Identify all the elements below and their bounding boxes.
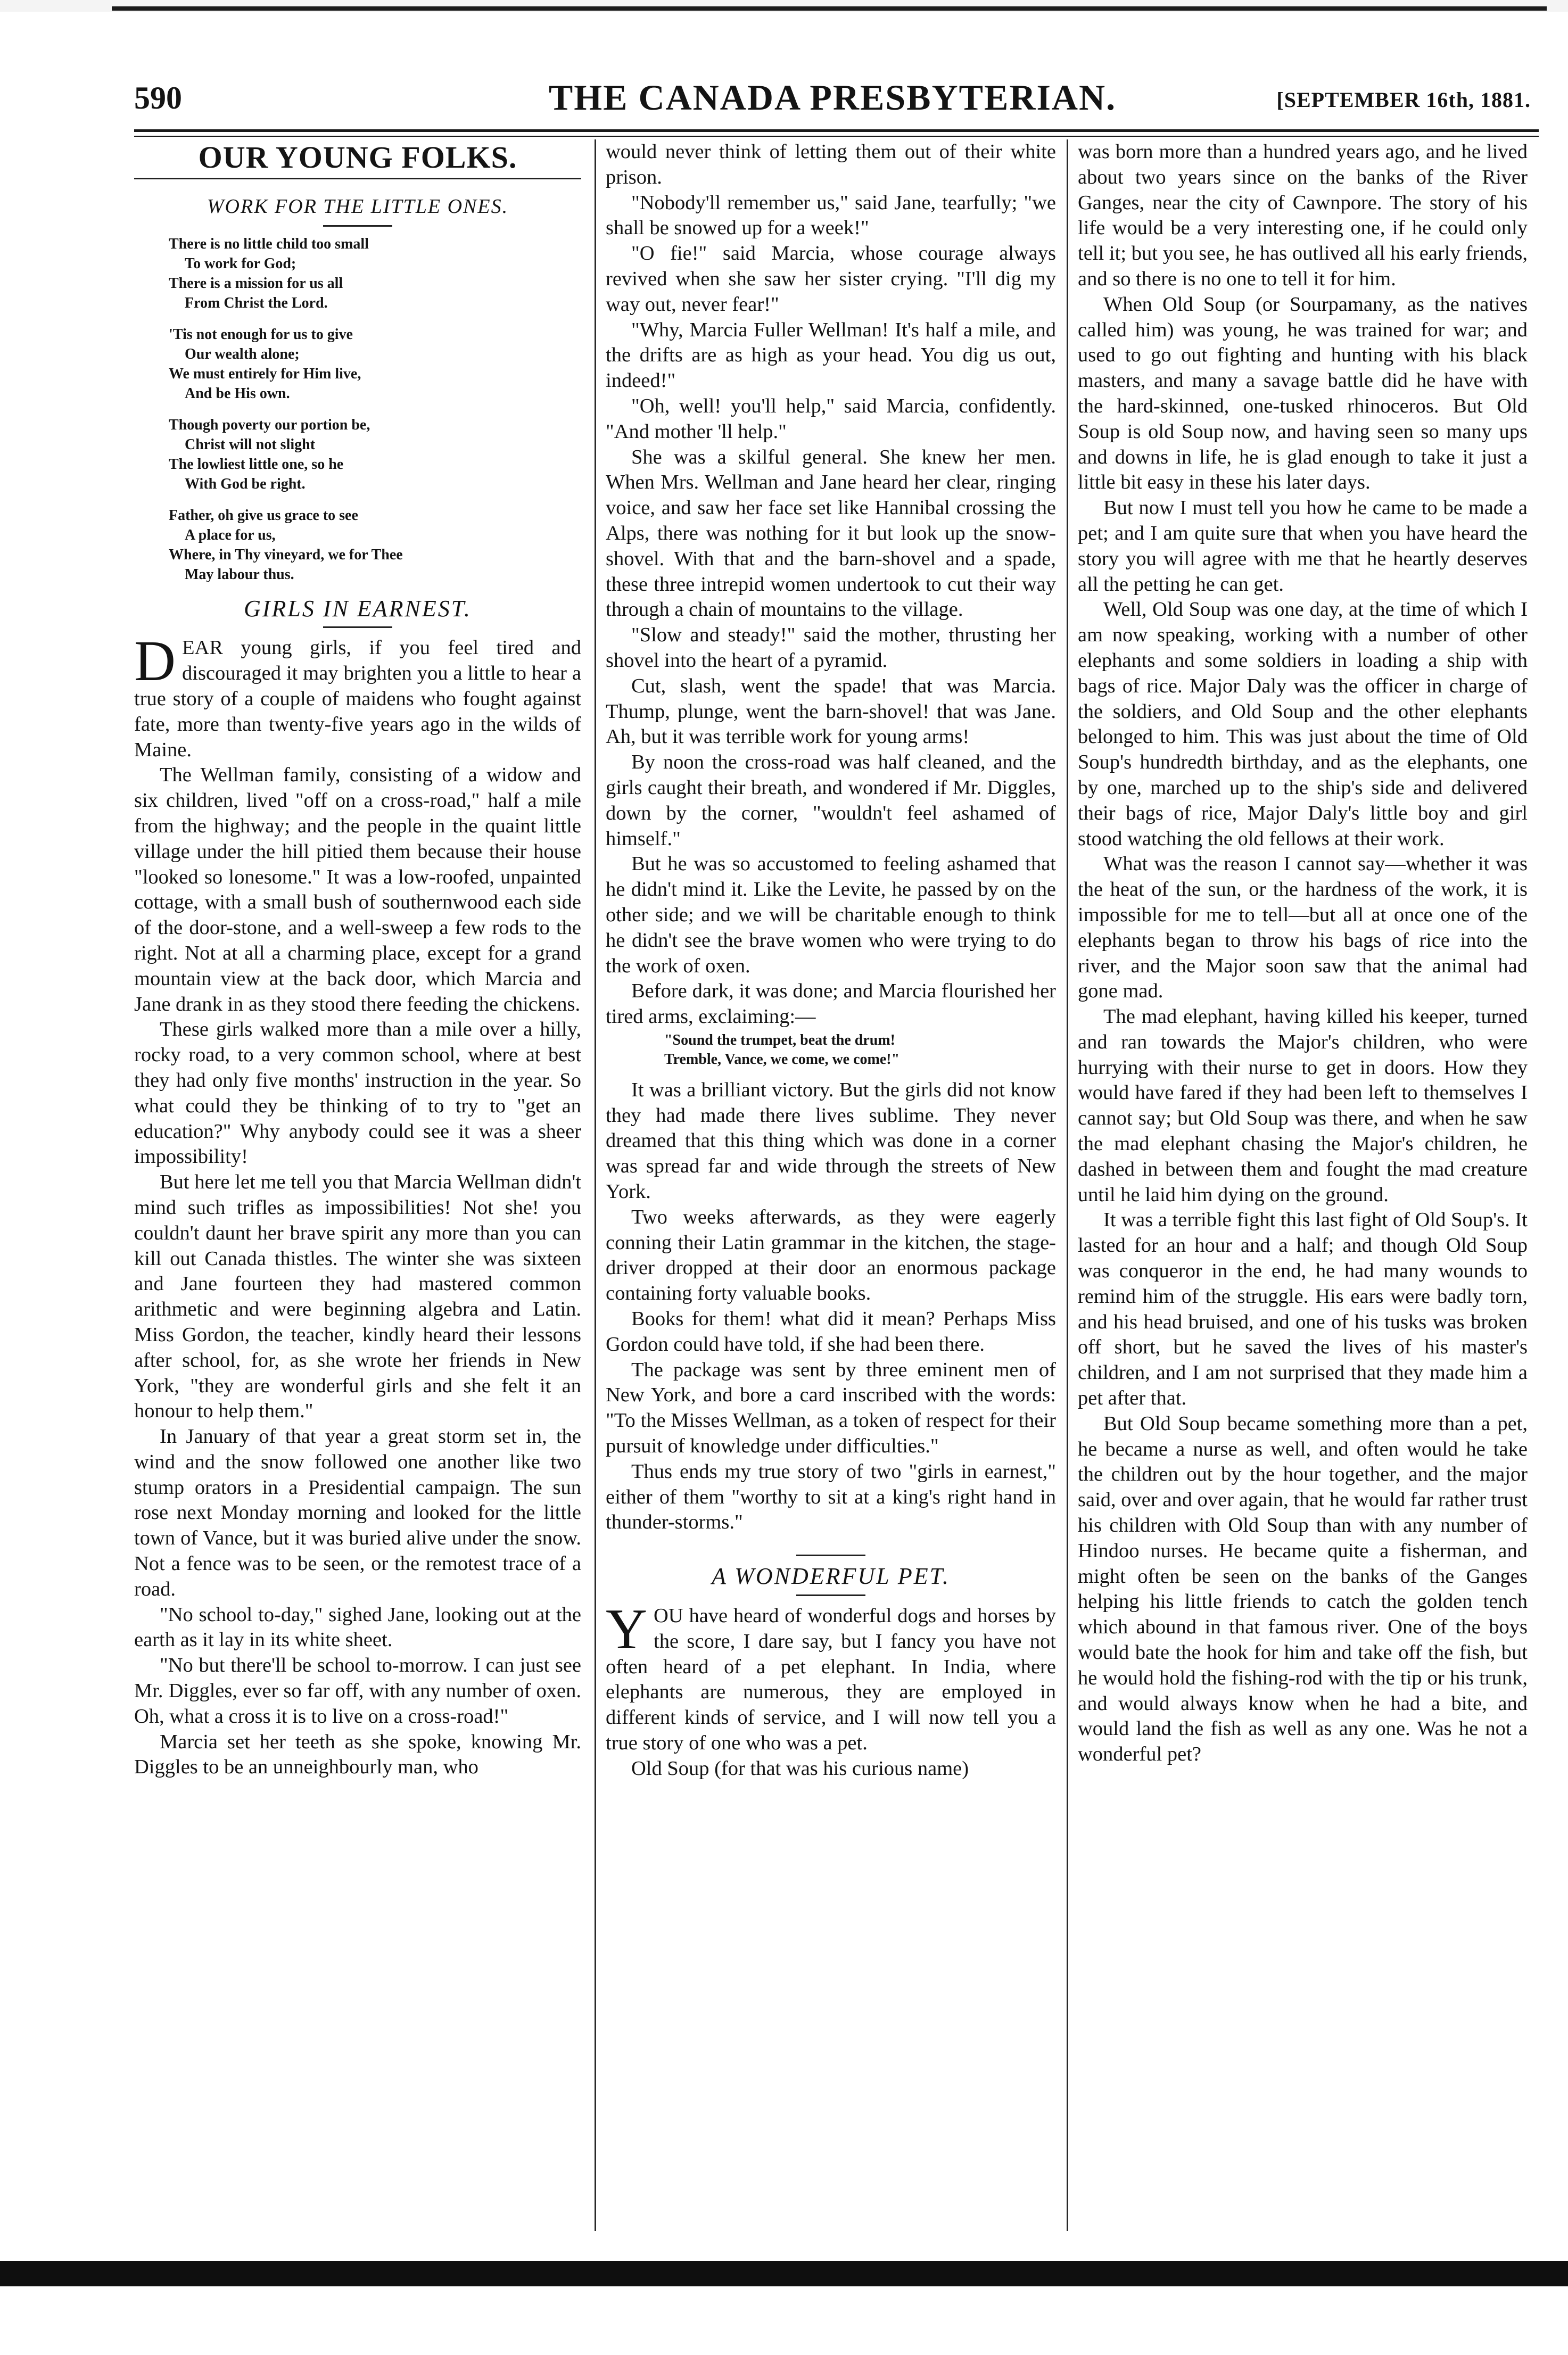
poem-line: We must entirely for Him live, xyxy=(169,365,361,382)
paragraph: Cut, slash, went the spade! that was Marcia. Thump, plunge, went the barn-shovel! that was Jane. Ah, but it was terrible work for young arms! xyxy=(606,674,1056,748)
paragraph: "Nobody'll remember us," said Jane, tearfully; "we shall be snowed up for a week!" xyxy=(606,191,1056,239)
paragraph: It was a terrible fight this last fight of Old Soup's. It lasted for an hour and a half; and though Old Soup was conqueror in the end, he had many wounds to remind him of the struggle. His ears were badly torn, and his head bruised, and one of his tusks was broken off short, but he saved the lives of his master's children, and I am not surprised that they made him a pet after that. xyxy=(1078,1209,1528,1410)
newspaper-title: THE CANADA PRESBYTERIAN. xyxy=(548,77,1117,118)
column-1 xyxy=(134,139,581,2228)
poem-line: 'Tis not enough for us to give xyxy=(169,326,353,343)
paragraph: These girls walked more than a mile over a hilly, rocky road, to a very common school, where at best they had only five months' instruction in the year. So what could they be thinking of to try to "get an education?" Why anybody could see it was a sheer impossibility! xyxy=(134,1018,581,1168)
paragraph: "No school to-day," sighed Jane, looking out at the earth as it lay in its white sheet. xyxy=(134,1603,581,1651)
paragraph-text: OU have heard of wonderful dogs and horses by the score, I dare say, but I fancy you have not often heard of a pet elephant. In India, where elephants are numerous, they are employed in different kinds of service, and I will now tell you a true story of one who was a pet. xyxy=(606,1605,1056,1755)
paragraph xyxy=(606,1598,1056,1756)
poem-line: Christ will not slight xyxy=(185,436,316,453)
poem-line: With God be right. xyxy=(185,475,306,492)
drop-cap: Y xyxy=(606,1598,647,1662)
paragraph xyxy=(134,630,581,763)
drop-cap: D xyxy=(134,630,176,693)
paragraph: The mad elephant, having killed his keeper, turned and ran towards the Major's children, who were hurrying with their nurse to get in doors. How they would have fared if they had been left to themselves I cannot say; but Old Soup was there, and when he saw the mad elephant chasing the Major's children, he dashed in between them and fought the mad creature until he laid him dying on the ground. xyxy=(1078,1005,1528,1206)
poem-line: Father, oh give us grace to see xyxy=(169,507,358,524)
poem-stanza xyxy=(169,234,581,313)
poem-line: There is no little child too small xyxy=(169,235,369,252)
paragraph: was born more than a hundred years ago, and he lived about two years since on the banks of the River Ganges, near the city of Cawnpore. The story of his life would be a very interesting one, if he could only tell it; but you see, he has outlived all his early friends, and so there is no one to tell it for him. xyxy=(1078,141,1528,290)
poem-rule xyxy=(323,225,392,227)
paragraph: Before dark, it was done; and Marcia flourished her tired arms, exclaiming:— xyxy=(606,980,1056,1028)
paragraph: "Slow and steady!" said the mother, thrusting her shovel into the heart of a pyramid. xyxy=(606,624,1056,672)
paragraph: But he was so accustomed to feeling ashamed that he didn't mind it. Like the Levite, he passed by on the other side; and we will be charitable enough to think he didn't see the brave women who were trying to do the work of oxen. xyxy=(606,853,1056,977)
poem-line: Though poverty our portion be, xyxy=(169,416,370,433)
paragraph: But Old Soup became something more than a pet, he became a nurse as well, and often would he take the children out by the hour together, and the major said, over and over again, that he would far rather trust his children with Old Soup than with any number of Hindoo nurses. He became quite a fisherman, and might often be seen on the banks of the Ganges helping his little friends to catch the golden tench which abound in that famous river. One of the boys would bate the hook for him and take off the fish, but he would hold the fishing-rod with the tip or his trunk, and would always know when he had a bite, and would land the fish as well as any one. Was he not a wonderful pet? xyxy=(1078,1412,1528,1766)
poem-line: A place for us, xyxy=(185,526,276,543)
story-rule xyxy=(323,626,392,628)
paragraph: "No but there'll be school to-morrow. I can just see Mr. Diggles, ever so far off, with any number of oxen. Oh, what a cross it is to live on a cross-road!" xyxy=(134,1654,581,1728)
poem-stanza xyxy=(169,325,581,403)
poem-line: And be His own. xyxy=(185,385,290,402)
paragraph: Well, Old Soup was one day, at the time of which I am now speaking, working with a number of other elephants and some soldiers in loading a ship with bags of rice. Major Daly was the officer in charge of the soldiers, and Old Soup and the other elephants belonged to him. This was just about the time of Old Soup's hundredth birthday, and as the elephants, one by one, marched up to the ship's side and delivered their bags of rice, Major Daly's little boy and girl stood watching the old fellows at their work. xyxy=(1078,598,1528,850)
column-2 xyxy=(606,139,1056,2228)
poem-line: Our wealth alone; xyxy=(185,345,300,362)
section-title: OUR YOUNG FOLKS. xyxy=(198,140,517,175)
paragraph: By noon the cross-road was half cleaned, and the girls caught their breath, and wondered if Mr. Diggles, down by the corner, "wouldn't feel ashamed of himself." xyxy=(606,751,1056,850)
page-header xyxy=(134,77,1531,122)
section-rule xyxy=(134,178,581,179)
top-border-rule xyxy=(0,0,1568,12)
column-divider-2 xyxy=(1067,139,1068,2231)
poem-stanza xyxy=(169,415,581,494)
poem-line: The lowliest little one, so he xyxy=(169,456,344,473)
paragraph: "Why, Marcia Fuller Wellman! It's half a mile, and the drifts are as high as your head. You dig us out, indeed!" xyxy=(606,318,1056,392)
paragraph: The package was sent by three eminent men of New York, and bore a card inscribed with the words: "To the Misses Wellman, as a token of respect for their pursuit of knowledge under difficulties." xyxy=(606,1358,1056,1458)
verse-line: Tremble, Vance, we come, we come!" xyxy=(664,1051,900,1068)
page-number: 590 xyxy=(134,80,182,115)
paragraph: When Old Soup (or Sourpamany, as the natives called him) was young, he was trained for war; and used to go out fighting and hunting with his black masters, and many a savage battle did he have with the hard-skinned, one-tusked rhinoceros. But Old Soup is old Soup now, and having seen so many ups and downs in life, he is glad enough to take it just a little bit easy in these his later days. xyxy=(1078,293,1528,494)
paragraph-text: EAR young girls, if you feel tired and discouraged it may brighten you a little to hear a true story of a couple of maidens who fought against fate, more than twenty-five years ago in the wilds of Maine. xyxy=(134,637,581,761)
quoted-verse xyxy=(664,1031,1056,1069)
verse-line: "Sound the trumpet, beat the drum! xyxy=(664,1031,895,1048)
header-rule-thin xyxy=(134,136,1539,137)
poem-line: Where, in Thy vineyard, we for Thee xyxy=(169,546,403,563)
story-title: GIRLS IN EARNEST. xyxy=(244,595,472,622)
paragraph: In January of that year a great storm set in, the wind and the snow followed one another like two stump orators in a Presidential campaign. The sun rose next Monday morning and looked for the little town of Vance, but it was buried alive under the snow. Not a fence was to be seen, or the remotest trace of a road. xyxy=(134,1425,581,1600)
paragraph: "O fie!" said Marcia, whose courage always revived when she saw her sister crying. "I'll dig my way out, never fear!" xyxy=(606,242,1056,316)
poem-stanza xyxy=(169,506,581,584)
paragraph: Thus ends my true story of two "girls in earnest," either of them "worthy to sit at a king's right hand in thunder-storms." xyxy=(606,1460,1056,1534)
story-rule xyxy=(796,1594,865,1596)
issue-date: [SEPTEMBER 16th, 1881. xyxy=(1276,88,1531,112)
paragraph: The Wellman family, consisting of a widow and six children, lived "off on a cross-road," half a mile from the highway; and the people in the quaint little village under the hill pitied them because their house "looked so lonesome." It was a low-roofed, unpainted cottage, with a small bush of southernwood each side of the door-stone, and a well-sweep a few rods to the right. Not at all a charming place, except for a grand mountain view at the back door, which Marcia and Jane drank in as they stood there feeding the chickens. xyxy=(134,764,581,1015)
poem xyxy=(169,234,581,584)
paragraph: She was a skilful general. She knew her men. When Mrs. Wellman and Jane heard her clear, ringing voice, and saw her face set like Hannibal crossing the Alps, there was nothing for it but look up the snow-shovel. With that and the barn-shovel and a spade, these three intrepid women undertook to cut their way through a chain of mountains to the village. xyxy=(606,445,1056,621)
paragraph: But now I must tell you how he came to be made a pet; and I am quite sure that when you have heard the story you will agree with me that he heartly deserves all the petting he can get. xyxy=(1078,497,1528,596)
column-3 xyxy=(1078,139,1528,2228)
poem-title: WORK FOR THE LITTLE ONES. xyxy=(207,195,509,218)
column-divider-1 xyxy=(595,139,596,2231)
poem-line: To work for God; xyxy=(185,255,296,272)
paragraph: would never think of letting them out of their white prison. xyxy=(606,141,1056,188)
bottom-border-rule xyxy=(0,2261,1568,2286)
paragraph: What was the reason I cannot say—whether it was the heat of the sun, or the hardness of the work, it is impossible for me to tell—but all at once one of the elephants began to throw his bags of rice into the river, and the Major soon saw that the animal had gone mad. xyxy=(1078,853,1528,1003)
story-rule xyxy=(796,1555,865,1556)
paragraph: It was a brilliant victory. But the girls did not know they had made there lives sublime. They never dreamed that this thing which was done in a corner was spread far and wide through the streets of New York. xyxy=(606,1078,1056,1203)
paragraph: Two weeks afterwards, as they were eagerly conning their Latin grammar in the kitchen, the stage-driver dropped at their door an enormous package containing forty valuable books. xyxy=(606,1205,1056,1305)
paragraph: But here let me tell you that Marcia Wellman didn't mind such trifles as impossibilities! Not she! you couldn't daunt her brave spirit any more than you can kill out Canada thistles. The winter she was sixteen and Jane fourteen they had mastered common arithmetic and were beginning algebra and Latin. Miss Gordon, the teacher, kindly heard their lessons after school, for, as she wrote her friends in New York, "they are wonderful girls and she felt it an honour to help them." xyxy=(134,1171,581,1423)
paragraph: Marcia set her teeth as she spoke, knowing Mr. Diggles to be an unneighbourly man, who xyxy=(134,1730,581,1779)
paragraph: "Oh, well! you'll help," said Marcia, confidently. "And mother 'll help." xyxy=(606,394,1056,443)
story-title: A WONDERFUL PET. xyxy=(712,1563,950,1590)
poem-line: There is a mission for us all xyxy=(169,275,343,292)
paragraph: Books for them! what did it mean? Perhaps Miss Gordon could have told, if she had been there. xyxy=(606,1308,1056,1356)
paragraph: Old Soup (for that was his curious name) xyxy=(631,1757,969,1780)
poem-line: From Christ the Lord. xyxy=(185,294,328,311)
poem-line: May labour thus. xyxy=(185,566,294,583)
header-rule xyxy=(134,129,1539,132)
